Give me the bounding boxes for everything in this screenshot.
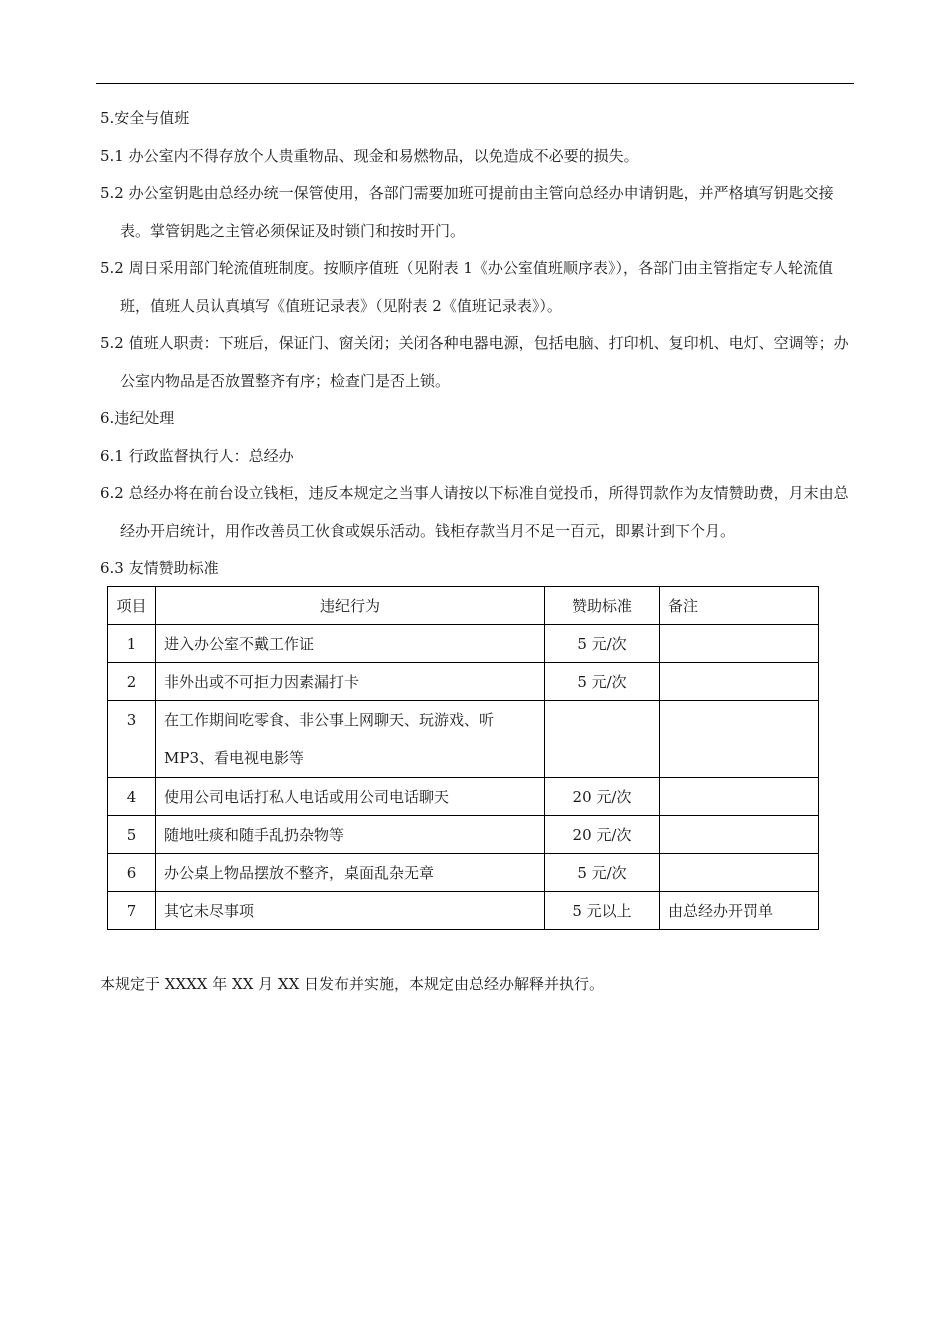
row-note xyxy=(660,701,819,778)
penalty-table xyxy=(107,586,819,930)
section6-p3: 6.3 友情赞助标准 xyxy=(100,559,219,577)
row-behavior: 其它未尽事项 xyxy=(156,892,545,930)
row-fee: 20 元/次 xyxy=(545,816,660,854)
row-note xyxy=(660,816,819,854)
table-row xyxy=(108,625,819,663)
row-note xyxy=(660,854,819,892)
row-note xyxy=(660,663,819,701)
table-row xyxy=(108,892,819,930)
section5-heading: 5.安全与值班 xyxy=(100,109,190,127)
row-behavior: 非外出或不可拒力因素漏打卡 xyxy=(156,663,545,701)
header-note: 备注 xyxy=(660,587,819,625)
row-behavior: 进入办公室不戴工作证 xyxy=(156,625,545,663)
section5-p3: 5.2 周日采用部门轮流值班制度。按顺序值班（见附表 1《办公室值班顺序表》），各部门由主管指定专人轮流值班，值班人员认真填写《值班记录表》（见附表 2《值班记录表》）。 xyxy=(100,259,833,315)
table-row xyxy=(108,816,819,854)
document-body xyxy=(100,100,860,588)
row-fee: 20 元/次 xyxy=(545,778,660,816)
table-row xyxy=(108,778,819,816)
header-behavior: 违纪行为 xyxy=(156,587,545,625)
row-note: 由总经办开罚单 xyxy=(660,892,819,930)
row-fee: 5 元/次 xyxy=(545,663,660,701)
table-row xyxy=(108,663,819,701)
row-note xyxy=(660,778,819,816)
section5-p1: 5.1 办公室内不得存放个人贵重物品、现金和易燃物品，以免造成不必要的损失。 xyxy=(100,146,639,165)
footer-note: 本规定于 XXXX 年 XX 月 XX 日发布并实施，本规定由总经办解释并执行。 xyxy=(100,975,605,993)
table-row xyxy=(108,854,819,892)
row-fee: 5 元/次 xyxy=(545,854,660,892)
row-fee: 5 元以上 xyxy=(545,892,660,930)
row-fee: 5 元/次 xyxy=(545,625,660,663)
row-behavior: 使用公司电话打私人电话或用公司电话聊天 xyxy=(156,778,545,816)
section6-heading: 6.违纪处理 xyxy=(100,409,175,427)
row-item: 7 xyxy=(108,892,156,930)
section6-p1: 6.1 行政监督执行人：总经办 xyxy=(100,446,294,465)
table-header-row xyxy=(108,587,819,625)
row-item: 2 xyxy=(108,663,156,701)
row-behavior: 在工作期间吃零食、非公事上网聊天、玩游戏、听MP3、看电视电影等 xyxy=(156,701,545,778)
row-fee xyxy=(545,701,660,778)
row-note xyxy=(660,625,819,663)
row-item: 4 xyxy=(108,778,156,816)
row-behavior: 随地吐痰和随手乱扔杂物等 xyxy=(156,816,545,854)
section5-p4: 5.2 值班人职责：下班后，保证门、窗关闭；关闭各种电器电源，包括电脑、打印机、复印机、电灯、空调等；办公室内物品是否放置整齐有序；检查门是否上锁。 xyxy=(100,334,849,390)
row-item: 6 xyxy=(108,854,156,892)
header-rule xyxy=(96,83,854,84)
header-item: 项目 xyxy=(108,587,156,625)
section6-p2: 6.2 总经办将在前台设立钱柜，违反本规定之当事人请按以下标准自觉投币，所得罚款作为友情赞助费，月末由总经办开启统计，用作改善员工伙食或娱乐活动。钱柜存款当月不足一百元，即累计到下个月。 xyxy=(100,484,849,540)
header-fee: 赞助标准 xyxy=(545,587,660,625)
section5-p2: 5.2 办公室钥匙由总经办统一保管使用，各部门需要加班可提前由主管向总经办申请钥匙，并严格填写钥匙交接表。掌管钥匙之主管必须保证及时锁门和按时开门。 xyxy=(100,184,834,240)
row-item: 1 xyxy=(108,625,156,663)
table-row xyxy=(108,701,819,778)
row-item: 5 xyxy=(108,816,156,854)
row-item: 3 xyxy=(108,701,156,778)
row-behavior: 办公桌上物品摆放不整齐，桌面乱杂无章 xyxy=(156,854,545,892)
